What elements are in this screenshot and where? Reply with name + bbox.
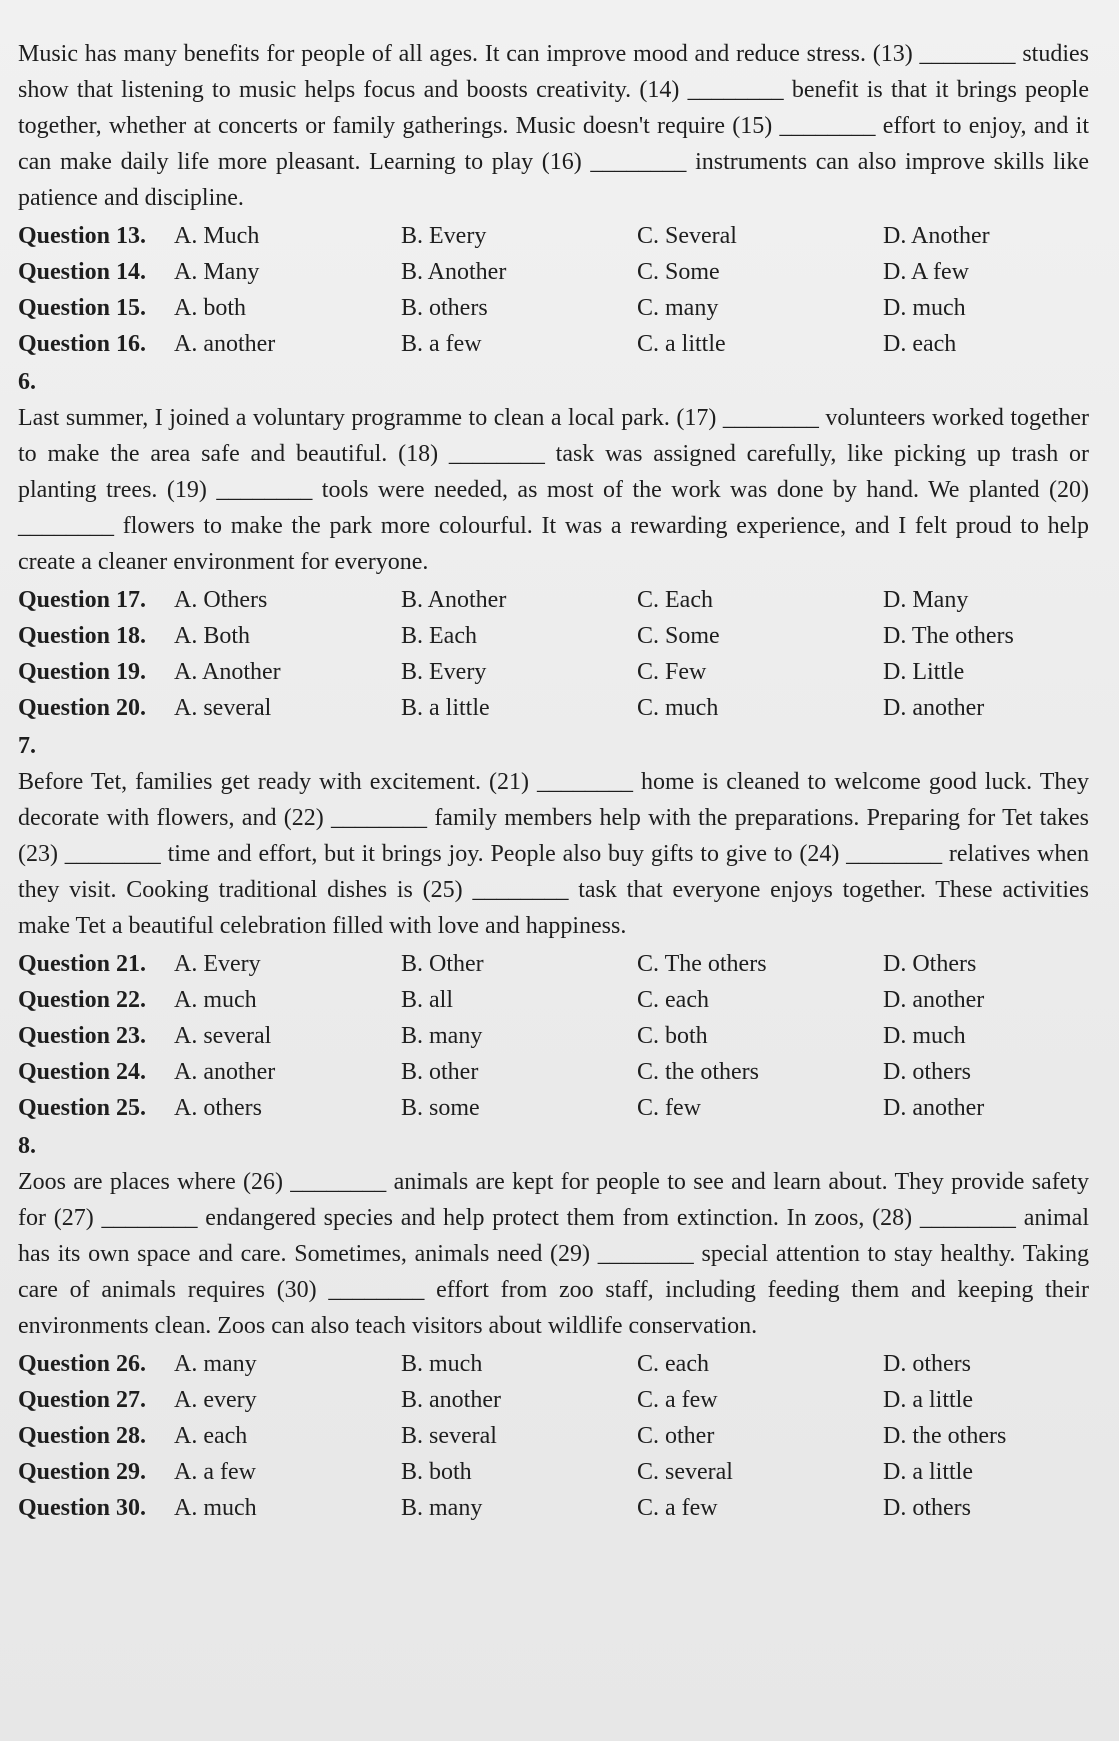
question-row: [18, 254, 1089, 290]
question-label: Question 17.: [18, 587, 147, 613]
question-label: Question 24.: [18, 1059, 147, 1085]
option-d[interactable]: D. the others: [883, 1423, 1007, 1449]
option-c[interactable]: C. several: [637, 1459, 733, 1485]
option-b[interactable]: B. Other: [401, 951, 484, 977]
option-a[interactable]: A. Both: [174, 623, 251, 649]
option-d[interactable]: D. another: [883, 987, 985, 1013]
question-row: [18, 1018, 1089, 1054]
question-row: [18, 1418, 1089, 1454]
question-row: [18, 690, 1089, 726]
options-tet: [18, 946, 1089, 1126]
option-b[interactable]: B. others: [401, 295, 488, 321]
question-label: Question 13.: [18, 223, 147, 249]
option-a[interactable]: A. another: [174, 331, 276, 357]
option-d[interactable]: D. each: [883, 331, 957, 357]
option-b[interactable]: B. another: [401, 1387, 501, 1413]
option-b[interactable]: B. many: [401, 1495, 483, 1521]
option-a[interactable]: A. much: [174, 987, 257, 1013]
option-b[interactable]: B. Every: [401, 223, 487, 249]
question-label: Question 23.: [18, 1023, 147, 1049]
passage-tet: Before Tet, families get ready with excitement. (21) ________ home is cleaned to welcome good luck. They decorate with flowers, and (22) ________ family members help with the preparations. Preparing for Tet takes (23) ________ time and effort, but it brings joy. People also buy gifts to give to (24) ________ relatives when they visit. Cooking traditional dishes is (25) ________ task that everyone enjoys together. These activities make Tet a beautiful celebration filled with love and happiness.: [18, 769, 1089, 939]
question-row: [18, 618, 1089, 654]
option-d[interactable]: D. Others: [883, 951, 977, 977]
option-b[interactable]: B. other: [401, 1059, 479, 1085]
option-c[interactable]: C. each: [637, 987, 709, 1013]
question-row: [18, 290, 1089, 326]
passage-volunteering: Last summer, I joined a voluntary programme to clean a local park. (17) ________ volunteers worked together to make the area safe and beautiful. (18) ________ task was assigned carefully, like picking up trash or planting trees. (19) ________ tools were needed, as most of the work was done by hand. We planted (20) ________ flowers to make the park more colourful. It was a rewarding experience, and I felt proud to help create a cleaner environment for everyone.: [18, 405, 1089, 575]
option-c[interactable]: C. many: [637, 295, 719, 321]
option-b[interactable]: B. a few: [401, 331, 482, 357]
option-d[interactable]: D. others: [883, 1351, 971, 1377]
section-number-6: 6.: [18, 369, 36, 395]
option-a[interactable]: A. Every: [174, 951, 261, 977]
option-d[interactable]: D. Another: [883, 223, 990, 249]
question-row: [18, 1454, 1089, 1490]
question-row: [18, 946, 1089, 982]
option-c[interactable]: C. both: [637, 1023, 708, 1049]
question-row: [18, 1490, 1089, 1526]
question-label: Question 16.: [18, 331, 147, 357]
question-label: Question 14.: [18, 259, 147, 285]
question-label: Question 28.: [18, 1423, 147, 1449]
question-label: Question 19.: [18, 659, 147, 685]
question-row: [18, 1346, 1089, 1382]
question-label: Question 27.: [18, 1387, 147, 1413]
passage-music: Music has many benefits for people of all ages. It can improve mood and reduce stress. (13) ________ studies show that listening to music helps focus and boosts creativity. (14) ________ benefit is that it brings people together, whether at concerts or family gatherings. Music doesn't require (15) ________ effort to enjoy, and it can make daily life more pleasant. Learning to play (16) ________ instruments can also improve skills like patience and discipline.: [18, 41, 1089, 211]
question-row: [18, 982, 1089, 1018]
option-d[interactable]: D. much: [883, 295, 966, 321]
question-row: [18, 1054, 1089, 1090]
option-a[interactable]: A. Much: [174, 223, 260, 249]
option-d[interactable]: D. a little: [883, 1459, 973, 1485]
option-d[interactable]: D. others: [883, 1495, 971, 1521]
option-c[interactable]: C. few: [637, 1095, 701, 1121]
option-b[interactable]: B. Another: [401, 587, 507, 613]
question-label: Question 26.: [18, 1351, 147, 1377]
option-b[interactable]: B. a little: [401, 695, 490, 721]
option-d[interactable]: D. a little: [883, 1387, 973, 1413]
option-c[interactable]: C. a few: [637, 1495, 718, 1521]
option-c[interactable]: C. each: [637, 1351, 709, 1377]
option-c[interactable]: C. the others: [637, 1059, 759, 1085]
options-music: [18, 218, 1089, 362]
options-zoos: [18, 1346, 1089, 1526]
option-a[interactable]: A. every: [174, 1387, 257, 1413]
option-a[interactable]: A. several: [174, 1023, 272, 1049]
question-label: Question 21.: [18, 951, 147, 977]
option-b[interactable]: B. many: [401, 1023, 483, 1049]
option-c[interactable]: C. a little: [637, 331, 726, 357]
option-c[interactable]: C. a few: [637, 1387, 718, 1413]
question-row: [18, 1090, 1089, 1126]
question-row: [18, 582, 1089, 618]
option-b[interactable]: B. much: [401, 1351, 483, 1377]
question-label: Question 20.: [18, 695, 147, 721]
options-volunteering: [18, 582, 1089, 726]
option-a[interactable]: A. a few: [174, 1459, 256, 1485]
option-d[interactable]: D. another: [883, 1095, 985, 1121]
option-b[interactable]: B. all: [401, 987, 453, 1013]
question-row: [18, 1382, 1089, 1418]
option-d[interactable]: D. much: [883, 1023, 966, 1049]
question-row: [18, 326, 1089, 362]
option-a[interactable]: A. each: [174, 1423, 248, 1449]
option-d[interactable]: D. Little: [883, 659, 965, 685]
option-d[interactable]: D. A few: [883, 259, 969, 285]
option-a[interactable]: A. Many: [174, 259, 260, 285]
option-c[interactable]: C. much: [637, 695, 719, 721]
question-label: Question 15.: [18, 295, 147, 321]
question-row: [18, 218, 1089, 254]
option-a[interactable]: A. much: [174, 1495, 257, 1521]
option-a[interactable]: A. many: [174, 1351, 257, 1377]
option-d[interactable]: D. another: [883, 695, 985, 721]
question-label: Question 22.: [18, 987, 147, 1013]
section-number-8: 8.: [18, 1133, 36, 1159]
option-a[interactable]: A. several: [174, 695, 272, 721]
option-c[interactable]: C. Few: [637, 659, 707, 685]
option-d[interactable]: D. Many: [883, 587, 969, 613]
option-c[interactable]: C. other: [637, 1423, 715, 1449]
question-label: Question 25.: [18, 1095, 147, 1121]
option-b[interactable]: B. some: [401, 1095, 480, 1121]
option-b[interactable]: B. Every: [401, 659, 487, 685]
option-c[interactable]: C. Several: [637, 223, 737, 249]
option-a[interactable]: A. others: [174, 1095, 262, 1121]
option-d[interactable]: D. others: [883, 1059, 971, 1085]
option-c[interactable]: C. Some: [637, 259, 720, 285]
option-c[interactable]: C. Each: [637, 587, 713, 613]
option-b[interactable]: B. Another: [401, 259, 507, 285]
option-a[interactable]: A. Another: [174, 659, 281, 685]
option-b[interactable]: B. several: [401, 1423, 497, 1449]
option-b[interactable]: B. both: [401, 1459, 472, 1485]
question-label: Question 30.: [18, 1495, 147, 1521]
option-d[interactable]: D. The others: [883, 623, 1014, 649]
option-a[interactable]: A. both: [174, 295, 246, 321]
passage-zoos: Zoos are places where (26) ________ animals are kept for people to see and learn about. They provide safety for (27) ________ endangered species and help protect them from extinction. In zoos, (28) ________ animal has its own space and care. Sometimes, animals need (29) ________ special attention to stay healthy. Taking care of animals requires (30) ________ effort from zoo staff, including feeding them and keeping their environments clean. Zoos can also teach visitors about wildlife conservation.: [18, 1169, 1089, 1339]
option-a[interactable]: A. another: [174, 1059, 276, 1085]
option-b[interactable]: B. Each: [401, 623, 477, 649]
option-c[interactable]: C. The others: [637, 951, 767, 977]
option-c[interactable]: C. Some: [637, 623, 720, 649]
section-number-7: 7.: [18, 733, 36, 759]
question-label: Question 18.: [18, 623, 147, 649]
option-a[interactable]: A. Others: [174, 587, 268, 613]
question-label: Question 29.: [18, 1459, 147, 1485]
question-row: [18, 654, 1089, 690]
